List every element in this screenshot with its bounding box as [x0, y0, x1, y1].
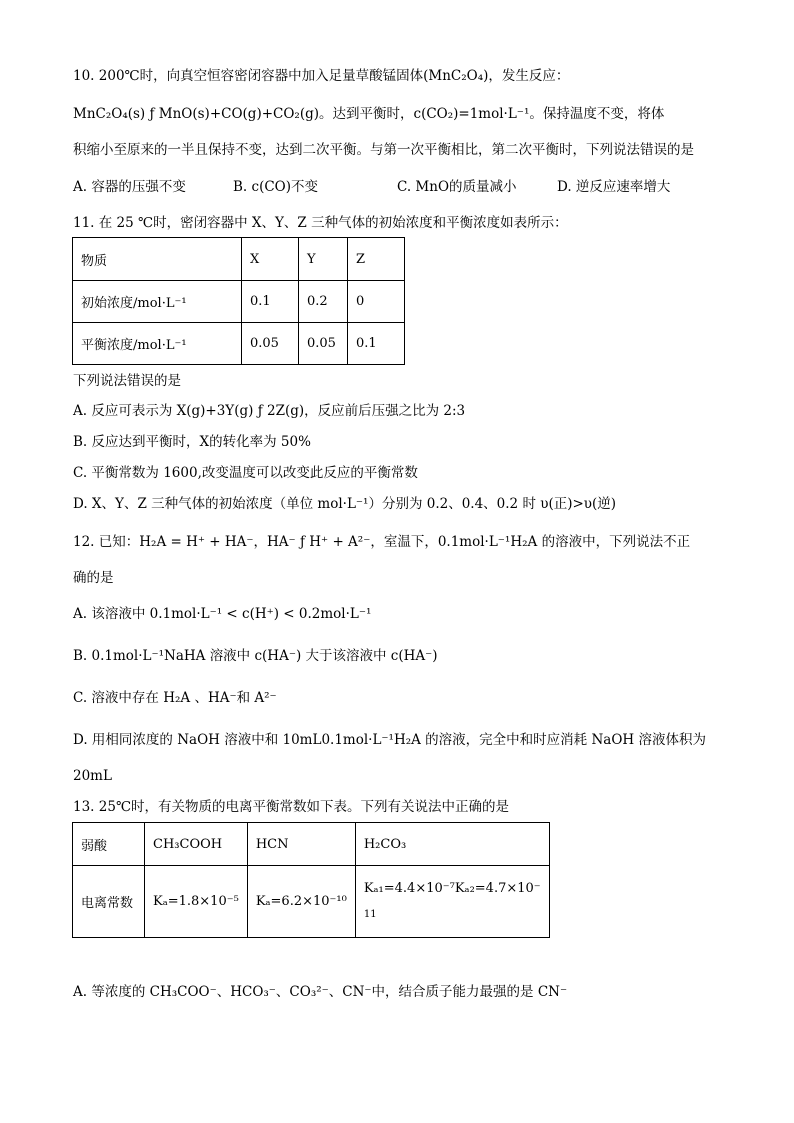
q11-option-b: B. 反应达到平衡时，X的转化率为 50% — [73, 434, 311, 450]
table-cell: 0.05 — [242, 323, 299, 365]
q10-line1: 10. 200℃时，向真空恒容密闭容器中加入足量草酸锰固体(MnC₂O₄)，发生反应： — [73, 68, 570, 84]
table-cell: 电离常数 — [73, 866, 145, 938]
table-cell: 0.2 — [299, 281, 348, 323]
q12-line2: 确的是 — [73, 570, 114, 586]
q13-option-a: A. 等浓度的 CH₃COO⁻、HCO₃⁻、CO₃²⁻、CN⁻中，结合质子能力最强的是 CN⁻ — [73, 984, 568, 1000]
table-cell: 平衡浓度/mol·L⁻¹ — [73, 323, 242, 365]
table-cell: H₂CO₃ — [355, 823, 549, 866]
q11-question: 下列说法错误的是 — [73, 373, 181, 389]
table-cell: 物质 — [73, 238, 242, 281]
q11-option-a: A. 反应可表示为 X(g)+3Y(g) ƒ 2Z(g)，反应前后压强之比为 2:3 — [73, 403, 466, 419]
table-cell: 0.1 — [348, 323, 405, 365]
table-cell — [355, 866, 549, 938]
q10-option-a: A. 容器的压强不变 — [73, 179, 186, 195]
q11-table — [72, 237, 405, 365]
q12-line1: 12. 已知：H₂A = H⁺ + HA⁻，HA⁻ ƒ H⁺ + A²⁻，室温下，0.1mol·L⁻¹H₂A 的溶液中，下列说法不正 — [73, 534, 691, 550]
ka-values-cont: 11 — [363, 908, 377, 920]
table-cell: Kₐ=6.2×10⁻¹⁰ — [247, 866, 355, 938]
table-row — [73, 823, 550, 866]
table-cell: 初始浓度/mol·L⁻¹ — [73, 281, 242, 323]
table-cell: 0.1 — [242, 281, 299, 323]
q12-option-c: C. 溶液中存在 H₂A 、HA⁻和 A²⁻ — [73, 690, 277, 706]
ka-values: Kₐ₁=4.4×10⁻⁷Kₐ₂=4.7×10⁻ — [363, 880, 541, 896]
q10-option-d: D. 逆反应速率增大 — [557, 179, 671, 195]
table-cell: 0 — [348, 281, 405, 323]
q13-table — [72, 822, 550, 938]
q13-stem: 13. 25℃时，有关物质的电离平衡常数如下表。下列有关说法中正确的是 — [73, 799, 510, 815]
q12-option-d: D. 用相同浓度的 NaOH 溶液中和 10mL0.1mol·L⁻¹H₂A 的溶液，完全中和时应消耗 NaOH 溶液体积为 — [73, 732, 706, 748]
q10-option-b: B. c(CO)不变 — [233, 179, 318, 195]
table-cell: X — [242, 238, 299, 281]
q11-stem: 11. 在 25 ℃时，密闭容器中 X、Y、Z 三种气体的初始浓度和平衡浓度如表所示： — [73, 215, 568, 231]
table-row — [73, 866, 550, 938]
table-cell: 弱酸 — [73, 823, 145, 866]
table-cell: Kₐ=1.8×10⁻⁵ — [145, 866, 248, 938]
table-cell: CH₃COOH — [145, 823, 248, 866]
q10-line2: MnC₂O₄(s) ƒ MnO(s)+CO(g)+CO₂(g)。达到平衡时，c(CO₂)=1mol·L⁻¹。保持温度不变，将体 — [73, 106, 665, 122]
q10-line3: 积缩小至原来的一半且保持不变，达到二次平衡。与第一次平衡相比，第二次平衡时，下列说法错误的是 — [73, 142, 694, 158]
table-cell: 0.05 — [299, 323, 348, 365]
q11-option-c: C. 平衡常数为 1600,改变温度可以改变此反应的平衡常数 — [73, 465, 418, 481]
table-cell: Y — [299, 238, 348, 281]
table-row — [73, 281, 405, 323]
q10-option-c: C. MnO的质量减小 — [397, 179, 517, 195]
table-row — [73, 238, 405, 281]
q12-option-b: B. 0.1mol·L⁻¹NaHA 溶液中 c(HA⁻) 大于该溶液中 c(HA⁻) — [73, 648, 438, 664]
table-cell: HCN — [247, 823, 355, 866]
q12-option-a: A. 该溶液中 0.1mol·L⁻¹ < c(H⁺) < 0.2mol·L⁻¹ — [73, 606, 372, 622]
q11-option-d: D. X、Y、Z 三种气体的初始浓度（单位 mol·L⁻¹）分别为 0.2、0.4、0.2 时 υ(正)>υ(逆) — [73, 496, 617, 512]
table-row — [73, 323, 405, 365]
table-cell: Z — [348, 238, 405, 281]
q12-option-d-cont: 20mL — [73, 768, 112, 784]
